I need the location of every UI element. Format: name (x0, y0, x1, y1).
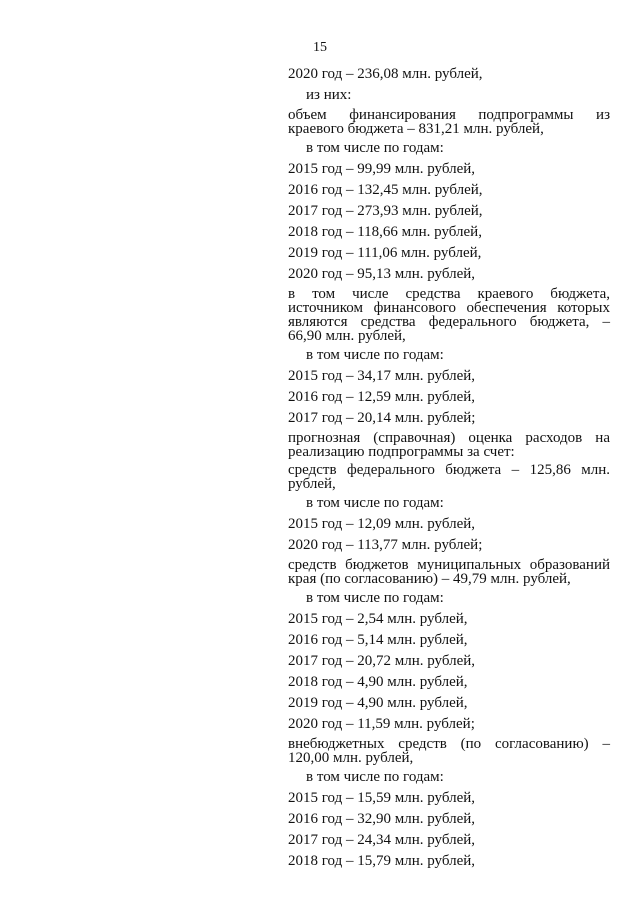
amount-line: 2020 год – 236,08 млн. рублей, (288, 66, 483, 82)
amount-line: 2019 год – 4,90 млн. рублей, (288, 695, 468, 711)
document-body (288, 66, 610, 874)
text-paragraph: средств федерального бюджета – 125,86 млн. рублей, (288, 462, 610, 492)
amount-line: 2016 год – 32,90 млн. рублей, (288, 811, 476, 827)
amount-line: 2015 год – 34,17 млн. рублей, (288, 368, 476, 384)
text-paragraph: в том числе средства краевого бюджета, источником финансового обеспечения которых являются средства федерального бюджета, – 66,90 млн. рублей, (288, 286, 610, 344)
amount-line: 2016 год – 12,59 млн. рублей, (288, 389, 476, 405)
amount-line: 2017 год – 24,34 млн. рублей, (288, 832, 476, 848)
amount-line: 2017 год – 273,93 млн. рублей, (288, 203, 483, 219)
amount-line: 2019 год – 111,06 млн. рублей, (288, 245, 482, 261)
amount-line: 2015 год – 15,59 млн. рублей, (288, 790, 476, 806)
subheading-line: в том числе по годам: (306, 495, 444, 511)
amount-line: 2016 год – 5,14 млн. рублей, (288, 632, 468, 648)
text-paragraph: внебюджетных средств (по согласованию) – 120,00 млн. рублей, (288, 736, 610, 766)
amount-line: 2020 год – 95,13 млн. рублей, (288, 266, 476, 282)
amount-line: 2017 год – 20,72 млн. рублей, (288, 653, 476, 669)
amount-line: 2015 год – 2,54 млн. рублей, (288, 611, 468, 627)
amount-line: 2018 год – 15,79 млн. рублей, (288, 853, 476, 869)
subheading-line: из них: (306, 87, 352, 103)
text-paragraph: объем финансирования подпрограммы из краевого бюджета – 831,21 млн. рублей, (288, 107, 610, 137)
amount-line: 2015 год – 12,09 млн. рублей, (288, 516, 476, 532)
subheading-line: в том числе по годам: (306, 140, 444, 156)
subheading-line: в том числе по годам: (306, 590, 444, 606)
amount-line: 2018 год – 4,90 млн. рублей, (288, 674, 468, 690)
text-paragraph: средств бюджетов муниципальных образований края (по согласованию) – 49,79 млн. рублей, (288, 557, 610, 587)
page-number: 15 (313, 40, 327, 55)
amount-line: 2015 год – 99,99 млн. рублей, (288, 161, 476, 177)
amount-line: 2020 год – 11,59 млн. рублей; (288, 716, 475, 732)
subheading-line: в том числе по годам: (306, 769, 444, 785)
amount-line: 2018 год – 118,66 млн. рублей, (288, 224, 482, 240)
amount-line: 2016 год – 132,45 млн. рублей, (288, 182, 483, 198)
amount-line: 2020 год – 113,77 млн. рублей; (288, 537, 483, 553)
subheading-line: в том числе по годам: (306, 347, 444, 363)
amount-line: 2017 год – 20,14 млн. рублей; (288, 410, 476, 426)
text-paragraph: прогнозная (справочная) оценка расходов на реализацию подпрограммы за счет: (288, 430, 610, 460)
